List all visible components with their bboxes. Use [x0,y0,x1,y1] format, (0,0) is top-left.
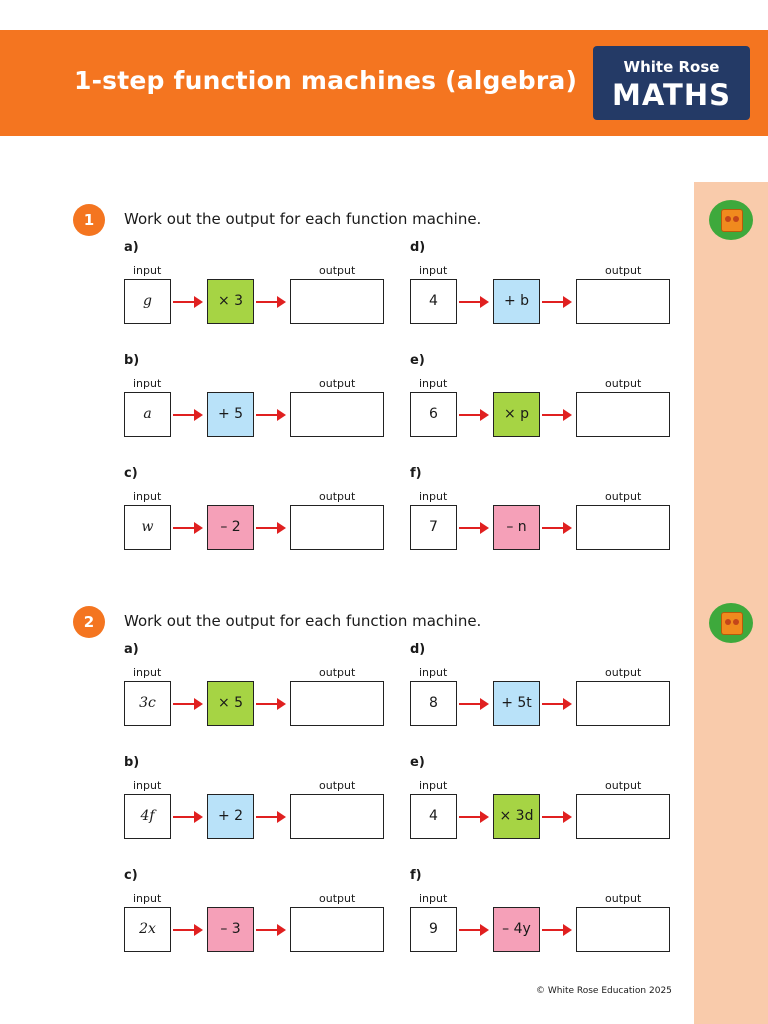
q1-part-c-arrow-in [173,527,201,529]
q1-part-f-input-box [410,505,457,550]
question-prompt-2: Work out the output for each function machine. [124,612,482,630]
q1-part-d-input-value: 4 [429,293,438,309]
q1-part-c-input-label: input [133,490,162,503]
q2-part-b-output-label: output [319,779,356,792]
q2-part-d-input-label: input [419,666,448,679]
q2-part-a-operation-box: × 5 [207,681,254,726]
q2-part-a-input-box [124,681,171,726]
page-title: 1-step function machines (algebra) [74,66,578,95]
logo-line1: White Rose [623,58,720,76]
q1-part-c-operation-box: – 2 [207,505,254,550]
q2-part-c-arrow-in [173,929,201,931]
q1-part-c-output-box[interactable] [290,505,384,550]
q1-part-a-output-label: output [319,264,356,277]
q1-part-f-arrow-out [542,527,570,529]
q2-part-d-output-label: output [605,666,642,679]
q1-part-c-arrow-out [256,527,284,529]
q1-part-a-input-label: input [133,264,162,277]
q2-part-b-arrow-out [256,816,284,818]
q2-part-f-input-value: 9 [429,921,438,937]
q2-part-d-arrow-in [459,703,487,705]
q2-part-b-output-box[interactable] [290,794,384,839]
q1-part-b-input-value: a [143,406,152,422]
q1-part-d-arrow-out [542,301,570,303]
q2-part-f-arrow-in [459,929,487,931]
question-number-1: 1 [73,204,105,236]
q2-part-c-output-box[interactable] [290,907,384,952]
q1-part-d-operation-box: + b [493,279,540,324]
q2-part-a-label: a) [124,642,139,657]
q1-part-f-output-label: output [605,490,642,503]
q2-part-e-output-label: output [605,779,642,792]
q2-part-b-arrow-in [173,816,201,818]
q2-part-e-arrow-out [542,816,570,818]
q2-part-e-arrow-in [459,816,487,818]
q1-part-a-input-value: g [143,293,152,309]
q2-part-a-output-label: output [319,666,356,679]
q2-part-a-input-label: input [133,666,162,679]
q1-part-c-input-value: w [141,519,154,535]
q1-part-b-input-label: input [133,377,162,390]
cube-icon [709,200,753,240]
q1-part-b-output-label: output [319,377,356,390]
q2-part-d-input-box [410,681,457,726]
q2-part-d-operation-box: + 5t [493,681,540,726]
q2-part-f-arrow-out [542,929,570,931]
q1-part-e-arrow-in [459,414,487,416]
q1-part-c-output-label: output [319,490,356,503]
q1-part-f-output-box[interactable] [576,505,670,550]
q1-part-d-input-box [410,279,457,324]
q1-part-c-input-box [124,505,171,550]
q2-part-d-label: d) [410,642,426,657]
q1-part-a-input-box [124,279,171,324]
q1-part-b-arrow-out [256,414,284,416]
q1-part-f-label: f) [410,466,422,481]
q2-part-b-input-box [124,794,171,839]
q1-part-b-input-box [124,392,171,437]
q1-part-e-input-value: 6 [429,406,438,422]
q1-part-a-arrow-out [256,301,284,303]
q2-part-c-label: c) [124,868,138,883]
q1-part-e-output-label: output [605,377,642,390]
q1-part-f-operation-box: – n [493,505,540,550]
q1-part-b-label: b) [124,353,140,368]
q2-part-e-input-label: input [419,779,448,792]
q1-part-b-operation-box: + 5 [207,392,254,437]
q2-part-f-operation-box: – 4y [493,907,540,952]
q2-part-a-input-value: 3c [139,695,156,711]
q1-part-b-arrow-in [173,414,201,416]
q2-part-f-output-label: output [605,892,642,905]
q2-part-b-operation-box: + 2 [207,794,254,839]
q1-part-a-output-box[interactable] [290,279,384,324]
q1-part-d-output-label: output [605,264,642,277]
q1-part-d-output-box[interactable] [576,279,670,324]
q2-part-d-output-box[interactable] [576,681,670,726]
q1-part-c-label: c) [124,466,138,481]
q2-part-f-label: f) [410,868,422,883]
q2-part-e-input-value: 4 [429,808,438,824]
q2-part-a-arrow-in [173,703,201,705]
copyright-footer: © White Rose Education 2025 [536,986,672,996]
q1-part-d-label: d) [410,240,426,255]
q1-part-b-output-box[interactable] [290,392,384,437]
question-prompt-1: Work out the output for each function machine. [124,210,482,228]
q2-part-a-output-box[interactable] [290,681,384,726]
q2-part-e-label: e) [410,755,425,770]
q1-part-e-operation-box: × p [493,392,540,437]
q2-part-e-input-box [410,794,457,839]
q2-part-c-input-value: 2x [139,921,156,937]
q2-part-d-input-value: 8 [429,695,438,711]
q2-part-c-arrow-out [256,929,284,931]
q1-part-f-arrow-in [459,527,487,529]
q2-part-f-output-box[interactable] [576,907,670,952]
q2-part-a-arrow-out [256,703,284,705]
q2-part-e-operation-box: × 3d [493,794,540,839]
q1-part-e-input-label: input [419,377,448,390]
q2-part-c-input-label: input [133,892,162,905]
q2-part-c-output-label: output [319,892,356,905]
q1-part-e-arrow-out [542,414,570,416]
q1-part-f-input-label: input [419,490,448,503]
q1-part-f-input-value: 7 [429,519,438,535]
q2-part-c-input-box [124,907,171,952]
q1-part-e-input-box [410,392,457,437]
q2-part-b-input-value: 4f [140,808,155,824]
q2-part-b-label: b) [124,755,140,770]
q2-part-f-input-box [410,907,457,952]
q2-part-c-operation-box: – 3 [207,907,254,952]
q1-part-d-input-label: input [419,264,448,277]
q1-part-e-label: e) [410,353,425,368]
q2-part-e-output-box[interactable] [576,794,670,839]
q1-part-d-arrow-in [459,301,487,303]
q1-part-a-label: a) [124,240,139,255]
question-number-2: 2 [73,606,105,638]
cube-icon [709,603,753,643]
white-rose-maths-logo [593,46,750,120]
q2-part-d-arrow-out [542,703,570,705]
q1-part-a-arrow-in [173,301,201,303]
q2-part-f-input-label: input [419,892,448,905]
logo-line2: MATHS [612,78,731,112]
q1-part-e-output-box[interactable] [576,392,670,437]
q2-part-b-input-label: input [133,779,162,792]
q1-part-a-operation-box: × 3 [207,279,254,324]
